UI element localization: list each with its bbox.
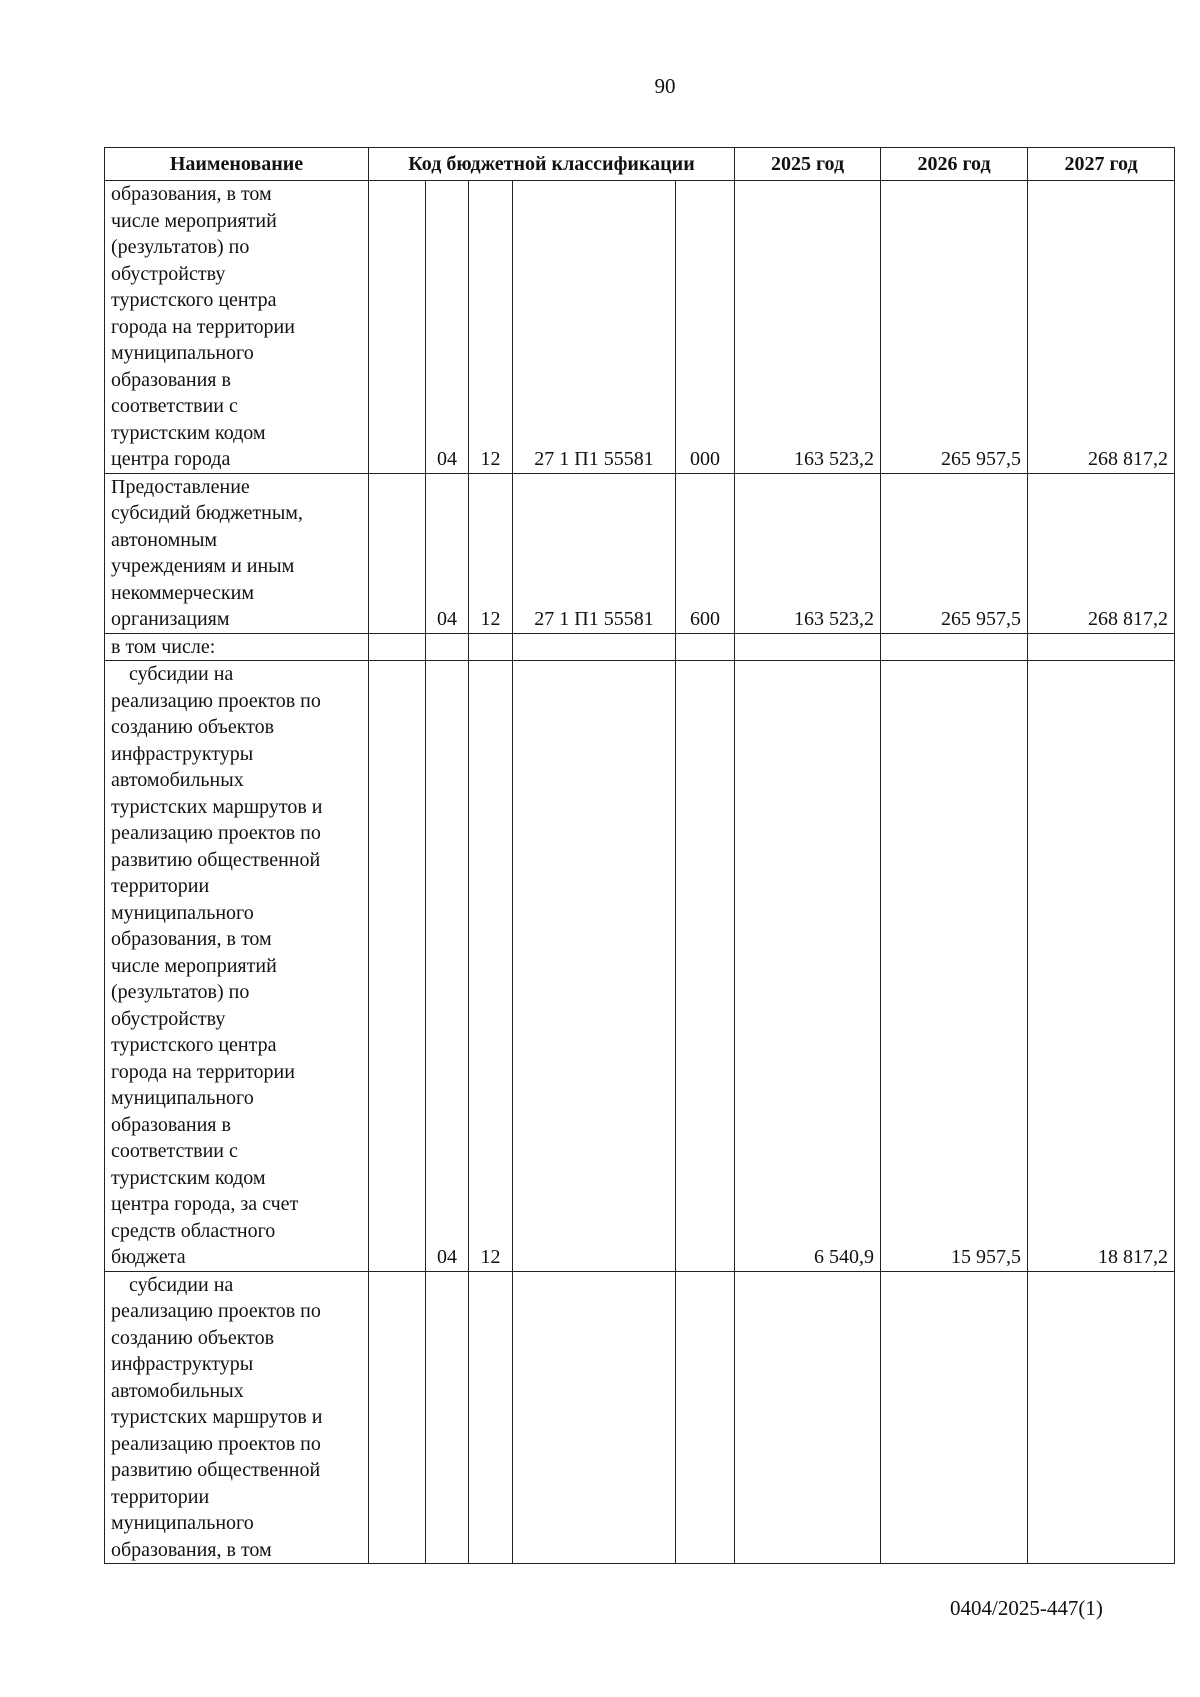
row-name-line xyxy=(111,446,362,473)
cell-y2027: 268 817,2 xyxy=(1028,473,1175,633)
row-name-text: центра города xyxy=(111,448,231,470)
row-name-text: центра города, за счет xyxy=(111,1193,299,1215)
row-name-line xyxy=(111,661,362,688)
row-name-line xyxy=(111,500,362,527)
row-name-line xyxy=(111,847,362,874)
cell-y2025 xyxy=(735,633,881,661)
row-name-text: муниципального xyxy=(111,1087,254,1109)
row-name xyxy=(105,1271,369,1564)
row-name-text: субсидий бюджетным, xyxy=(111,502,303,524)
row-name-text: города на территории xyxy=(111,315,295,338)
row-name-line xyxy=(111,234,362,261)
row-name-line xyxy=(111,1244,362,1271)
row-name-text: соответствии с xyxy=(111,1140,238,1162)
table-row xyxy=(105,473,1175,633)
row-name-text: автомобильных xyxy=(111,769,244,791)
header-2026: 2026 год xyxy=(881,148,1028,181)
row-name-line xyxy=(111,1032,362,1059)
row-name-text: туристских маршрутов и xyxy=(111,795,323,818)
table-row xyxy=(105,181,1175,474)
row-name-line xyxy=(111,580,362,607)
row-name-text: развитию общественной xyxy=(111,848,321,871)
row-name-line xyxy=(111,208,362,235)
cell-expense xyxy=(676,661,735,1272)
row-name-text: обустройству xyxy=(111,262,226,285)
row-name-text: города на территории xyxy=(111,1060,295,1083)
row-name-line xyxy=(111,873,362,900)
row-name-line xyxy=(111,979,362,1006)
row-name-text: туристского центра xyxy=(111,1034,277,1056)
row-name-text: инфраструктуры xyxy=(111,742,254,765)
row-name-line xyxy=(111,393,362,420)
row-name-line xyxy=(111,1272,362,1299)
row-name-text: субсидии на xyxy=(129,663,234,685)
cell-blank xyxy=(369,473,426,633)
row-name-text: соответствии с xyxy=(111,395,238,417)
row-name xyxy=(105,181,369,474)
row-name-line xyxy=(111,261,362,288)
row-name-text: муниципального xyxy=(111,342,254,364)
row-name-text: (результатов) по xyxy=(111,981,250,1003)
row-name-line xyxy=(111,1112,362,1139)
cell-y2026: 265 957,5 xyxy=(881,181,1028,474)
row-name-line xyxy=(111,606,362,633)
row-name-text: (результатов) по xyxy=(111,236,250,258)
cell-expense: 000 xyxy=(676,181,735,474)
cell-expense xyxy=(676,633,735,661)
row-name-text: образования, в том xyxy=(111,1538,272,1561)
row-name-line xyxy=(111,1085,362,1112)
table-row xyxy=(105,661,1175,1272)
row-name xyxy=(105,661,369,1272)
cell-section: 04 xyxy=(426,661,469,1272)
cell-subsection: 12 xyxy=(469,181,513,474)
cell-target xyxy=(513,661,676,1272)
row-name-line xyxy=(111,794,362,821)
row-name-text: туристского центра xyxy=(111,289,277,311)
header-code: Код бюджетной классификации xyxy=(369,148,735,181)
cell-y2025: 163 523,2 xyxy=(735,473,881,633)
row-name-line xyxy=(111,1325,362,1352)
cell-section: 04 xyxy=(426,473,469,633)
cell-y2026: 15 957,5 xyxy=(881,661,1028,1272)
row-name-line xyxy=(111,1537,362,1564)
cell-target: 27 1 П1 55581 xyxy=(513,473,676,633)
cell-y2025 xyxy=(735,1271,881,1564)
row-name-line xyxy=(111,900,362,927)
cell-subsection xyxy=(469,633,513,661)
document-code: 0404/2025-447(1) xyxy=(950,1596,1103,1620)
cell-y2027 xyxy=(1028,1271,1175,1564)
cell-target: 27 1 П1 55581 xyxy=(513,181,676,474)
row-name-line xyxy=(111,741,362,768)
row-name-line xyxy=(111,1298,362,1325)
row-name-text: субсидии на xyxy=(129,1273,234,1296)
page-number: 90 xyxy=(654,74,676,98)
row-name-line xyxy=(111,926,362,953)
row-name-line xyxy=(111,714,362,741)
cell-y2026: 265 957,5 xyxy=(881,473,1028,633)
row-name-line xyxy=(111,1218,362,1245)
cell-y2027: 268 817,2 xyxy=(1028,181,1175,474)
cell-subsection: 12 xyxy=(469,473,513,633)
row-name-text: муниципального xyxy=(111,901,254,924)
row-name-line xyxy=(111,1484,362,1511)
cell-subsection: 12 xyxy=(469,661,513,1272)
cell-blank xyxy=(369,633,426,661)
row-name-line xyxy=(111,367,362,394)
cell-expense xyxy=(676,1271,735,1564)
row-name-line xyxy=(111,420,362,447)
row-name-line xyxy=(111,767,362,794)
cell-y2026 xyxy=(881,1271,1028,1564)
row-name-line xyxy=(111,527,362,554)
row-name-text: обустройству xyxy=(111,1007,226,1030)
row-name-text: средств областного xyxy=(111,1219,276,1242)
row-name-text: туристским кодом xyxy=(111,1166,266,1189)
row-name-text: организациям xyxy=(111,608,230,630)
row-name-text: туристских маршрутов и xyxy=(111,1406,323,1428)
row-name-text: Предоставление xyxy=(111,475,250,498)
row-name-text: созданию объектов xyxy=(111,716,275,738)
row-name-line xyxy=(111,634,362,661)
row-name-text: туристским кодом xyxy=(111,421,266,444)
cell-section xyxy=(426,1271,469,1564)
row-name-line xyxy=(111,1191,362,1218)
cell-y2026 xyxy=(881,633,1028,661)
row-name-line xyxy=(111,314,362,341)
row-name-line xyxy=(111,1510,362,1537)
row-name xyxy=(105,473,369,633)
row-name-text: в том числе: xyxy=(111,635,216,658)
header-name: Наименование xyxy=(105,148,369,181)
row-name-text: автономным xyxy=(111,528,218,551)
row-name-text: развитию общественной xyxy=(111,1459,321,1481)
row-name-text: реализацию проектов по xyxy=(111,1432,321,1455)
row-name-text: числе мероприятий xyxy=(111,209,277,232)
row-name-text: реализацию проектов по xyxy=(111,1300,321,1322)
budget-table xyxy=(104,147,1175,1564)
cell-y2027 xyxy=(1028,633,1175,661)
row-name-text: учреждениям и иным xyxy=(111,555,295,577)
table-row xyxy=(105,633,1175,661)
table-row xyxy=(105,1271,1175,1564)
cell-blank xyxy=(369,181,426,474)
row-name-text: образования в xyxy=(111,368,231,391)
row-name-text: образования, в том xyxy=(111,183,272,205)
row-name-line xyxy=(111,1378,362,1405)
row-name-text: созданию объектов xyxy=(111,1326,275,1349)
row-name-line xyxy=(111,474,362,501)
row-name-line xyxy=(111,820,362,847)
cell-blank xyxy=(369,661,426,1272)
row-name-text: образования, в том xyxy=(111,928,272,950)
row-name-line xyxy=(111,181,362,208)
row-name-line xyxy=(111,688,362,715)
row-name-text: реализацию проектов по xyxy=(111,689,321,712)
row-name-text: некоммерческим xyxy=(111,581,254,604)
row-name-text: реализацию проектов по xyxy=(111,822,321,844)
row-name-line xyxy=(111,1006,362,1033)
row-name-line xyxy=(111,1165,362,1192)
row-name-line xyxy=(111,953,362,980)
cell-expense: 600 xyxy=(676,473,735,633)
row-name-text: территории xyxy=(111,875,210,897)
row-name-text: числе мероприятий xyxy=(111,954,277,977)
row-name-text: автомобильных xyxy=(111,1379,244,1402)
row-name-text: образования в xyxy=(111,1113,231,1136)
row-name-text: инфраструктуры xyxy=(111,1353,254,1375)
cell-target xyxy=(513,633,676,661)
row-name-line xyxy=(111,1431,362,1458)
cell-y2025: 163 523,2 xyxy=(735,181,881,474)
cell-blank xyxy=(369,1271,426,1564)
row-name-line xyxy=(111,1404,362,1431)
cell-subsection xyxy=(469,1271,513,1564)
row-name xyxy=(105,633,369,661)
row-name-line xyxy=(111,553,362,580)
cell-section xyxy=(426,633,469,661)
row-name-line xyxy=(111,287,362,314)
row-name-line xyxy=(111,1351,362,1378)
row-name-text: муниципального xyxy=(111,1512,254,1534)
cell-section: 04 xyxy=(426,181,469,474)
header-2027: 2027 год xyxy=(1028,148,1175,181)
row-name-text: территории xyxy=(111,1485,210,1508)
row-name-line xyxy=(111,1138,362,1165)
row-name-text: бюджета xyxy=(111,1246,186,1268)
row-name-line xyxy=(111,1457,362,1484)
cell-target xyxy=(513,1271,676,1564)
cell-y2027: 18 817,2 xyxy=(1028,661,1175,1272)
cell-y2025: 6 540,9 xyxy=(735,661,881,1272)
row-name-line xyxy=(111,1059,362,1086)
row-name-line xyxy=(111,340,362,367)
table-header-row xyxy=(105,148,1175,181)
header-2025: 2025 год xyxy=(735,148,881,181)
